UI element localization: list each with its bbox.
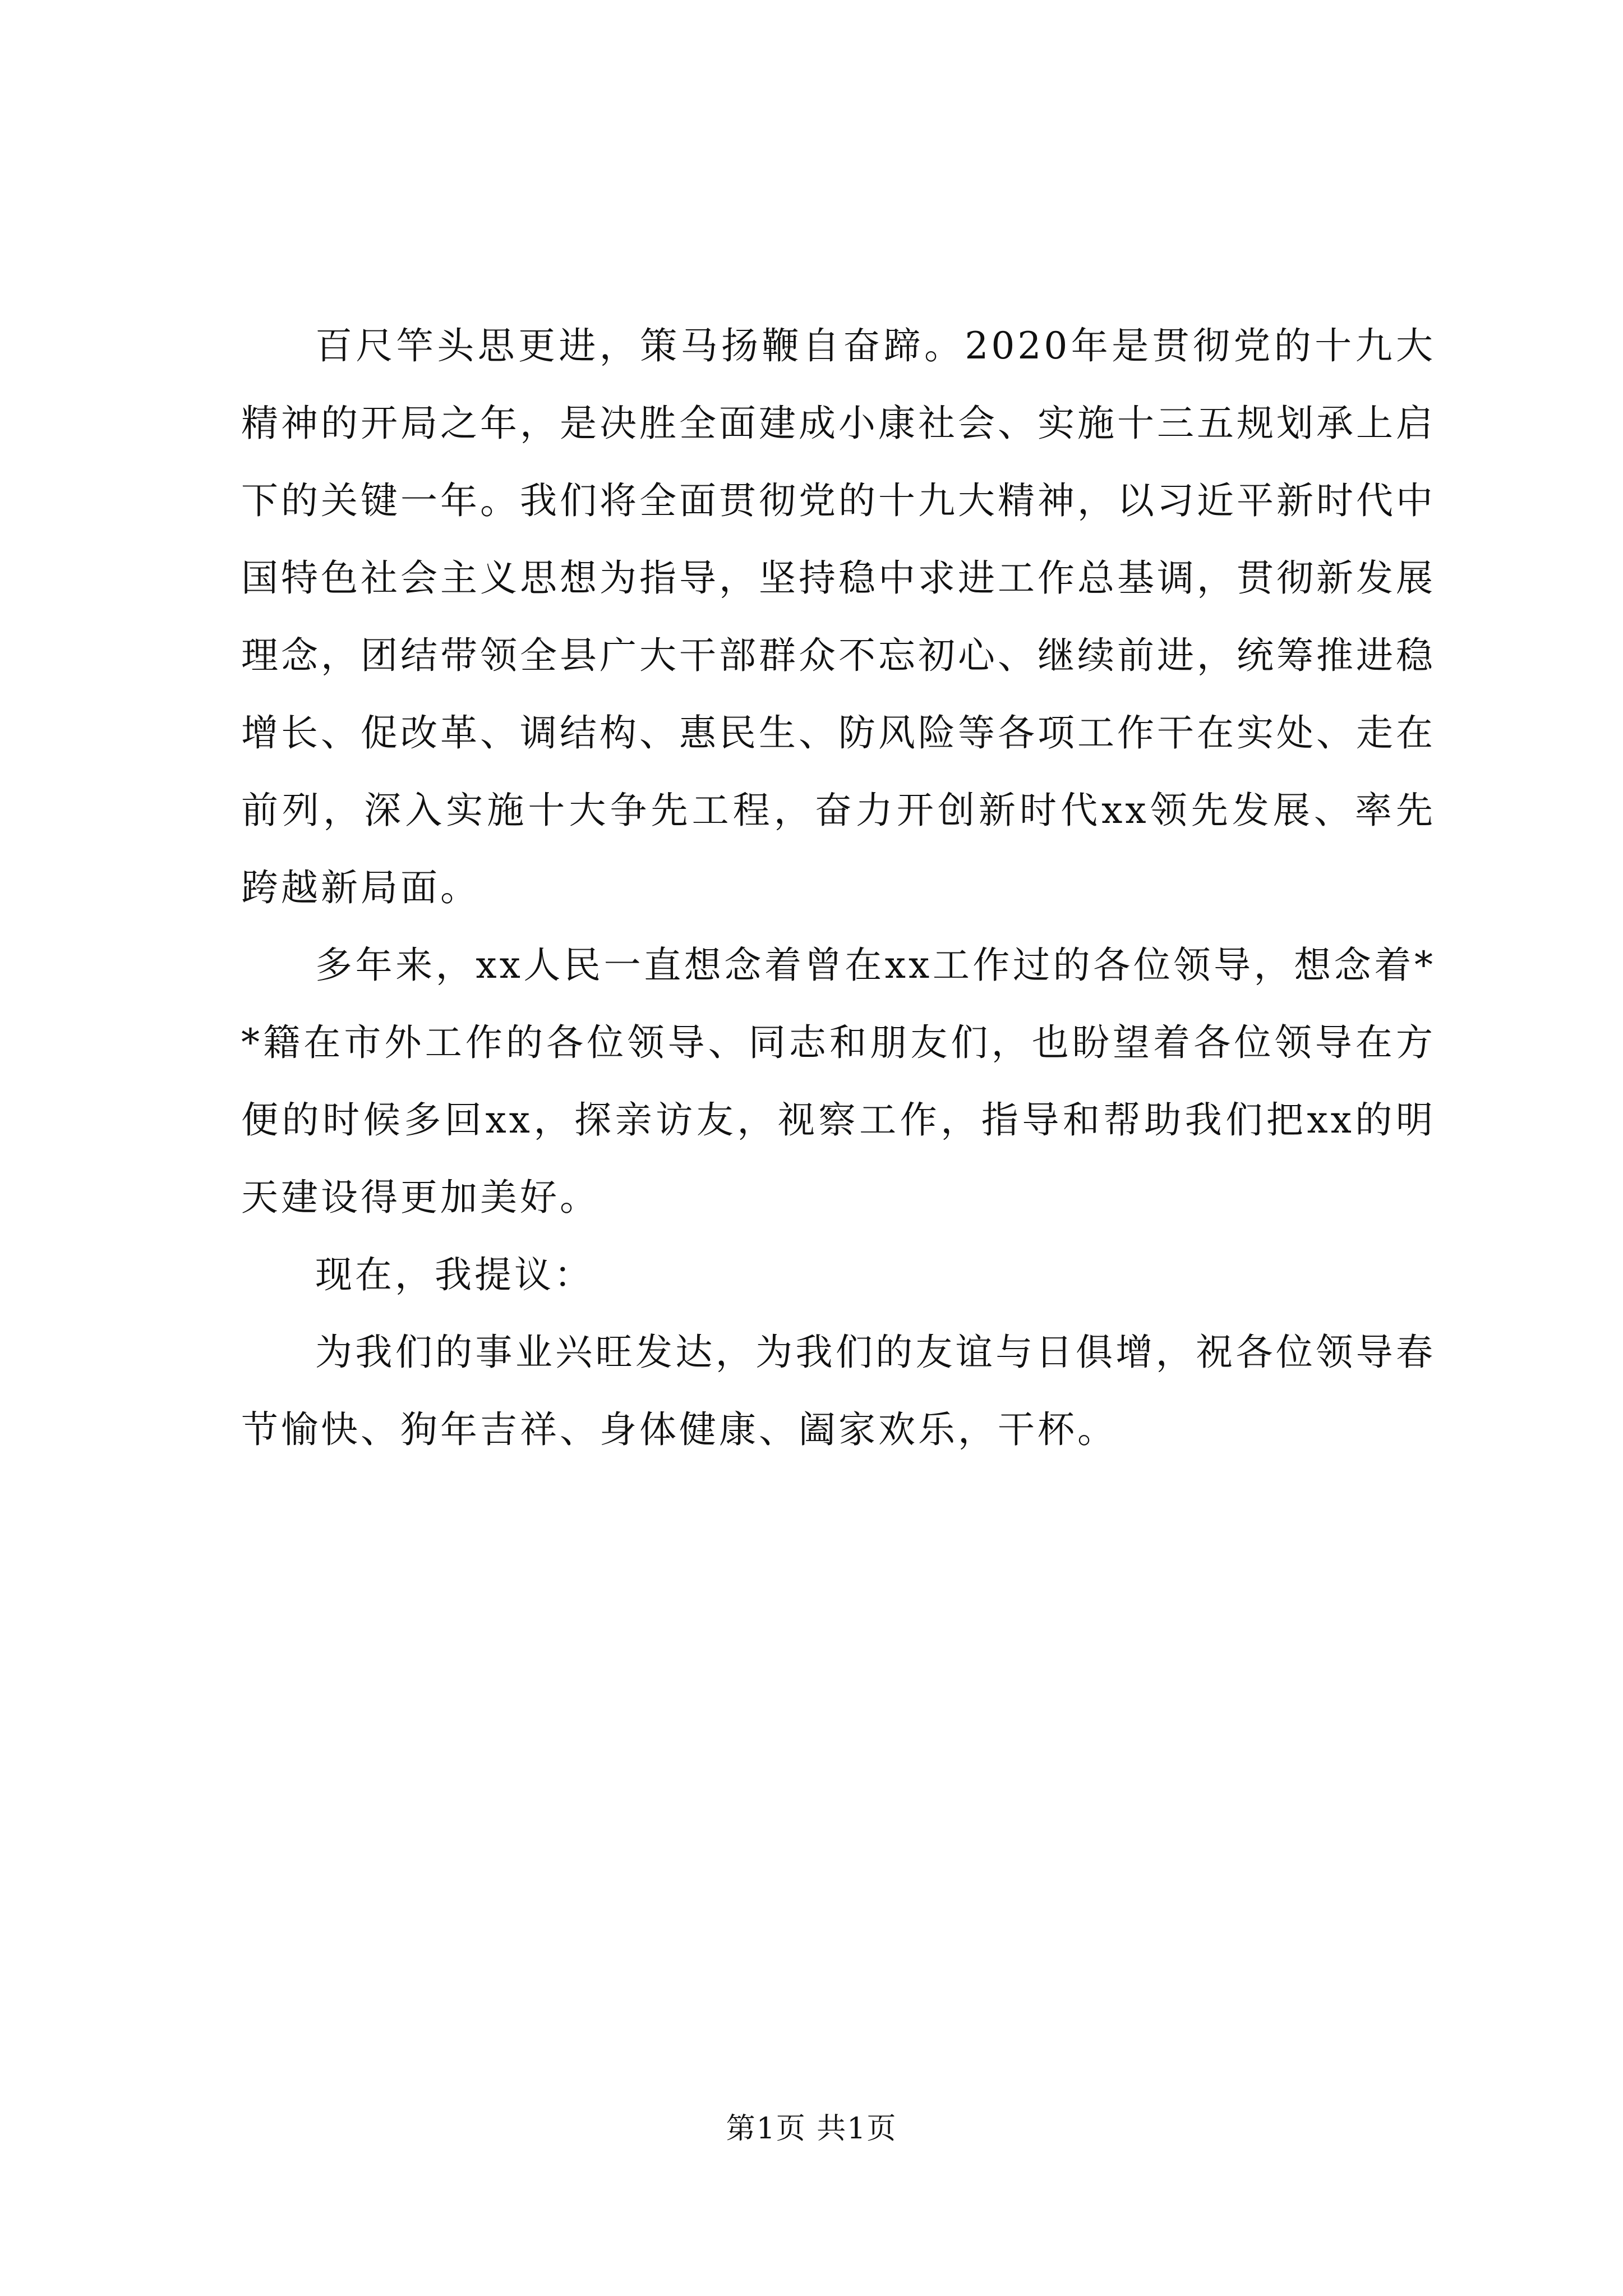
paragraph-1: 百尺竿头思更进，策马扬鞭自奋蹄。2020年是贯彻党的十九大精神的开局之年，是决胜全面建成小康社会、实施十三五规划承上启下的关键一年。我们将全面贯彻党的十九大精神，以习近平新时代中国特色社会主义思想为指导，坚持稳中求进工作总基调，贯彻新发展理念，团结带领全县广大干部群众不忘初心、继续前进，统筹推进稳增长、促改革、调结构、惠民生、防风险等各项工作干在实处、走在前列，深入实施十大争先工程，奋力开创新时代xx领先发展、率先跨越新局面。 <box>241 324 1436 909</box>
paragraph-3: 现在，我提议： <box>315 1253 594 1296</box>
paragraph-4: 为我们的事业兴旺发达，为我们的友谊与日俱增，祝各位领导春节愉快、狗年吉祥、身体健康、阖家欢乐，干杯。 <box>241 1331 1436 1451</box>
paragraph-2: 多年来，xx人民一直想念着曾在xx工作过的各位领导，想念着**籍在市外工作的各位领导、同志和朋友们，也盼望着各位领导在方便的时候多回xx，探亲访友，视察工作，指导和帮助我们把xx的明天建设得更加美好。 <box>241 944 1436 1219</box>
document-body <box>241 307 1436 1469</box>
page-number-footer: 第1页 共1页 <box>726 2112 897 2146</box>
